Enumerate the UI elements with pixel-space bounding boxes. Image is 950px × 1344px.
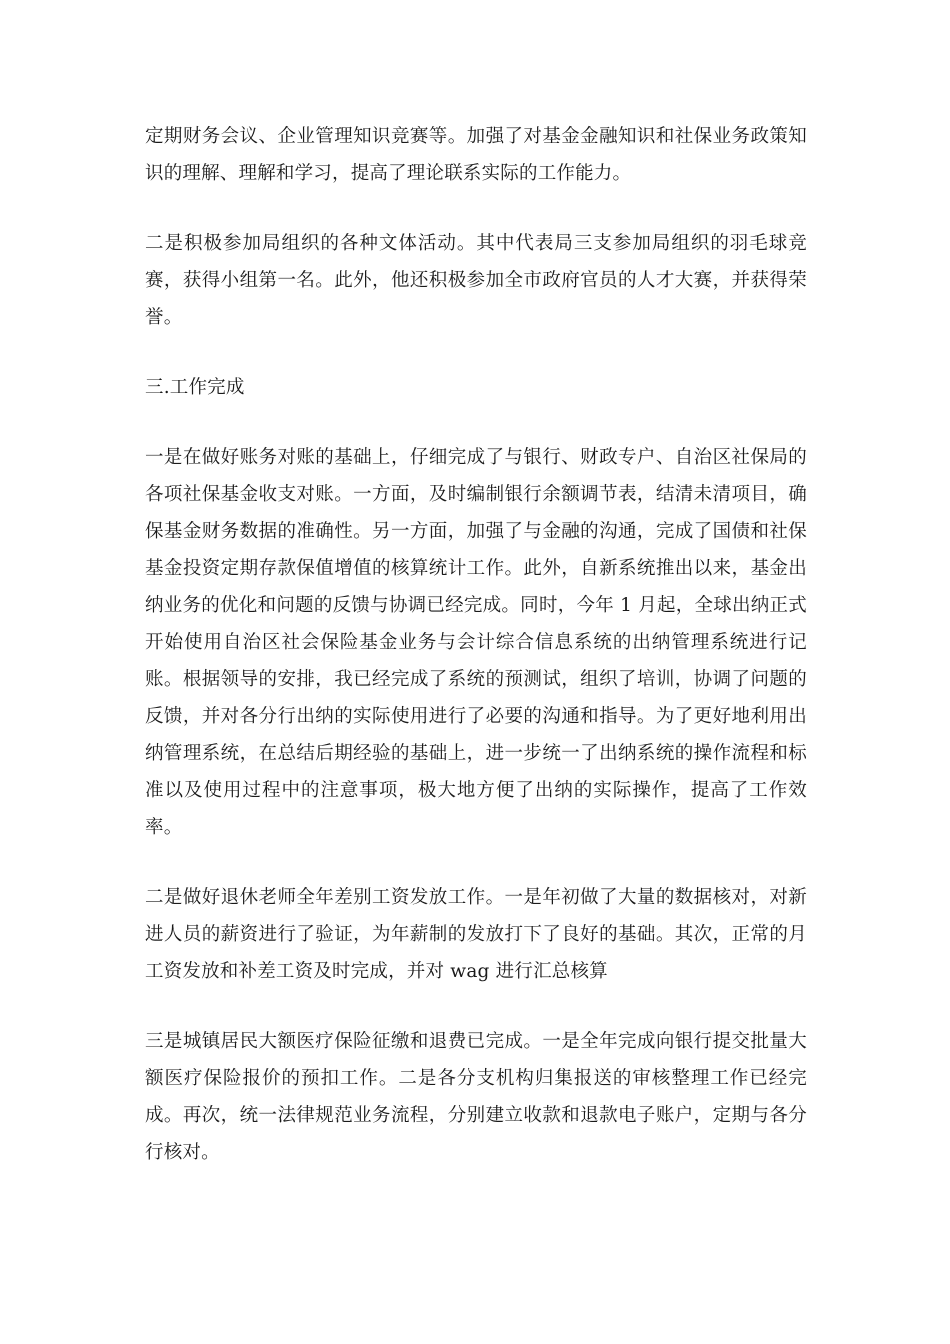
document-body [145,118,807,1204]
paragraph-study: 定期财务会议、企业管理知识竞赛等。加强了对基金金融知识和社保业务政策知识的理解、理解和学习，提高了理论联系实际的工作能力。 [145,126,807,184]
paragraph-medical-insurance: 三是城镇居民大额医疗保险征缴和退费已完成。一是全年完成向银行提交批量大额医疗保险报价的预扣工作。二是各分支机构归集报送的审核整理工作已经完成。再次，统一法律规范业务流程，分别建立收款和退款电子账户，定期与各分行核对。 [145,1031,807,1163]
paragraph-retiree-wages: 二是做好退休老师全年差别工资发放工作。一是年初做了大量的数据核对，对新进人员的薪资进行了验证，为年薪制的发放打下了良好的基础。其次，正常的月工资发放和补差工资及时完成，并对 wag 进行汇总核算 [145,887,807,982]
paragraph-activities: 二是积极参加局组织的各种文体活动。其中代表局三支参加局组织的羽毛球竞赛，获得小组第一名。此外，他还积极参加全市政府官员的人才大赛，并获得荣誉。 [145,233,807,328]
section-heading-work-completion: 三.工作完成 [145,377,245,398]
paragraph-reconciliation: 一是在做好账务对账的基础上，仔细完成了与银行、财政专户、自治区社保局的各项社保基金收支对账。一方面，及时编制银行余额调节表，结清未清项目，确保基金财务数据的准确性。另一方面，加强了与金融的沟通，完成了国债和社保基金投资定期存款保值增值的核算统计工作。此外，自新系统推出以来，基金出纳业务的优化和问题的反馈与协调已经完成。同时，今年 1 月起，全球出纳正式开始使用自治区社会保险基金业务与会计综合信息系统的出纳管理系统进行记账。根据领导的安排，我已经完成了系统的预测试，组织了培训，协调了问题的反馈，并对各分行出纳的实际使用进行了必要的沟通和指导。为了更好地利用出纳管理系统，在总结后期经验的基础上，进一步统一了出纳系统的操作流程和标准以及使用过程中的注意事项，极大地方便了出纳的实际操作，提高了工作效率。 [145,447,807,838]
